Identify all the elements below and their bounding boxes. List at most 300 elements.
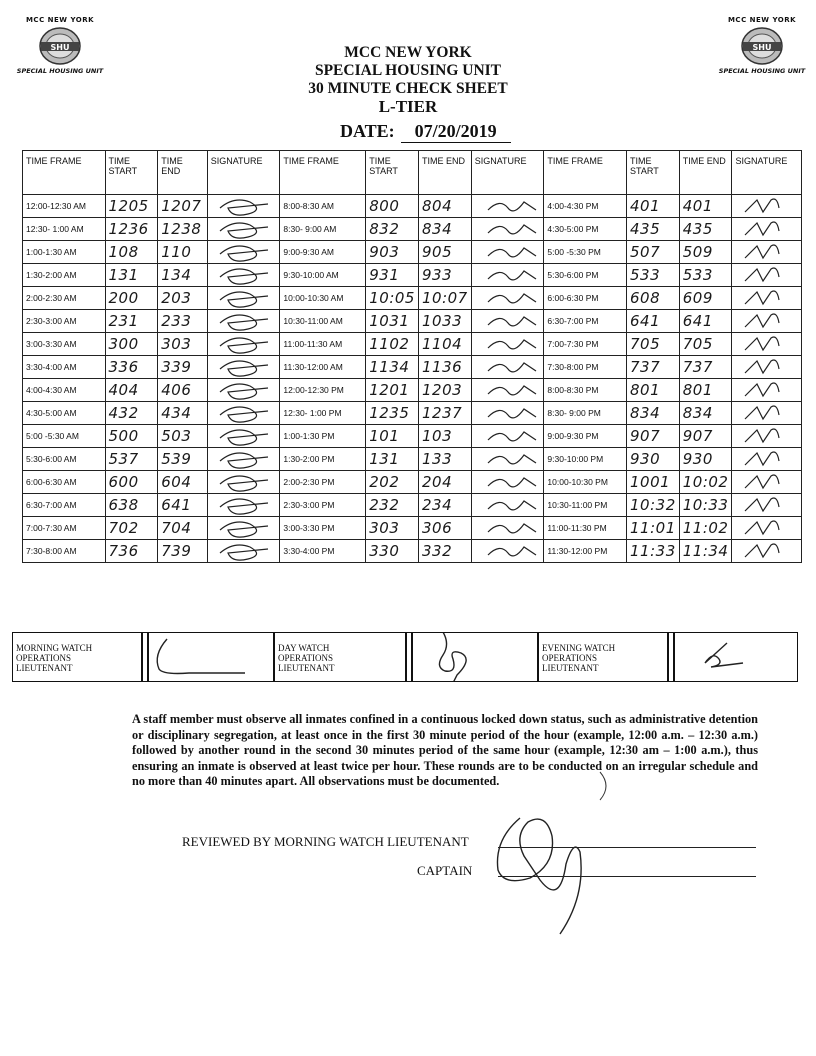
signature-cell[interactable] xyxy=(207,241,280,264)
signature-cell[interactable] xyxy=(732,310,802,333)
time-start-cell[interactable]: 1236 xyxy=(105,218,158,241)
time-start-cell[interactable]: 903 xyxy=(366,241,419,264)
time-end-cell[interactable]: 10:33 xyxy=(679,494,732,517)
col-header: TIME FRAME xyxy=(544,151,627,195)
signature-cell[interactable] xyxy=(471,448,544,471)
time-end-cell[interactable]: 533 xyxy=(679,264,732,287)
signature-cell[interactable] xyxy=(471,310,544,333)
time-start-cell[interactable]: 200 xyxy=(105,287,158,310)
time-frame-cell: 8:00-8:30 AM xyxy=(280,195,366,218)
initials-mark xyxy=(214,196,274,216)
signature-cell[interactable] xyxy=(207,471,280,494)
time-start-cell[interactable]: 432 xyxy=(105,402,158,425)
day-watch-line: OPERATIONS xyxy=(278,653,334,663)
signature-cell[interactable] xyxy=(471,218,544,241)
day-watch-signature-box[interactable] xyxy=(413,633,537,681)
time-frame-cell: 2:30-3:00 PM xyxy=(280,494,366,517)
time-start-cell[interactable]: 330 xyxy=(366,540,419,563)
col-header: TIME START xyxy=(627,151,680,195)
table-row xyxy=(23,195,802,218)
header-line-2: SPECIAL HOUSING UNIT xyxy=(314,62,502,79)
table-row xyxy=(23,310,802,333)
time-start-cell[interactable]: 608 xyxy=(627,287,680,310)
initials-mark xyxy=(214,495,274,515)
time-start-cell[interactable]: 736 xyxy=(105,540,158,563)
time-frame-cell: 2:00-2:30 AM xyxy=(23,287,106,310)
initials-mark xyxy=(737,518,797,538)
seal-text: SHU xyxy=(50,43,70,52)
time-frame-cell: 7:00-7:30 PM xyxy=(544,333,627,356)
logo-bottom-text: SPECIAL HOUSING UNIT xyxy=(718,67,806,75)
time-end-cell[interactable]: 233 xyxy=(158,310,207,333)
time-frame-cell: 7:30-8:00 PM xyxy=(544,356,627,379)
time-end-cell[interactable]: 204 xyxy=(418,471,471,494)
time-start-cell[interactable]: 702 xyxy=(105,517,158,540)
time-end-cell[interactable]: 11:34 xyxy=(679,540,732,563)
time-start-cell[interactable]: 500 xyxy=(105,425,158,448)
time-start-cell[interactable]: 537 xyxy=(105,448,158,471)
time-frame-cell: 11:00-11:30 AM xyxy=(280,333,366,356)
time-end-cell[interactable]: 1238 xyxy=(158,218,207,241)
time-start-cell[interactable]: 131 xyxy=(366,448,419,471)
initials-mark xyxy=(737,334,797,354)
time-frame-cell: 9:30-10:00 AM xyxy=(280,264,366,287)
time-frame-cell: 9:30-10:00 PM xyxy=(544,448,627,471)
time-start-cell[interactable]: 600 xyxy=(105,471,158,494)
time-start-cell[interactable]: 11:33 xyxy=(627,540,680,563)
signature-cell[interactable] xyxy=(732,195,802,218)
col-header: TIME END xyxy=(679,151,732,195)
initials-mark xyxy=(478,242,538,262)
header-line-4: L-TIER xyxy=(378,97,438,116)
time-end-cell[interactable]: 804 xyxy=(418,195,471,218)
time-start-cell[interactable]: 1134 xyxy=(366,356,419,379)
time-start-cell[interactable]: 10:05 xyxy=(366,287,419,310)
day-watch-line: LIEUTENANT xyxy=(278,663,335,673)
logo-bottom-text: SPECIAL HOUSING UNIT xyxy=(16,67,104,75)
time-end-cell[interactable]: 503 xyxy=(158,425,207,448)
time-end-cell[interactable]: 10:02 xyxy=(679,471,732,494)
time-end-cell[interactable]: 930 xyxy=(679,448,732,471)
initials-mark xyxy=(737,403,797,423)
initials-mark xyxy=(737,288,797,308)
instructions-paragraph: A staff member must observe all inmates confined in a continuous locked down status, such as administrative detention or disciplinary segregation, at least once in the first 30 minute period of the hour (example, 12:00 a.m. – 12:30 a.m.) followed by another round in the second 30 minutes period of the same hour (example, 12:30 am – 1:00 a.m.), thus ensuring an inmate is observed at least twice per hour. These rounds are to be conducted on an irregular schedule and no more than 40 minutes apart. All observations must be documented. xyxy=(132,712,758,788)
time-frame-cell: 1:00-1:30 AM xyxy=(23,241,106,264)
time-start-cell[interactable]: 801 xyxy=(627,379,680,402)
time-frame-cell: 12:30- 1:00 AM xyxy=(23,218,106,241)
initials-mark xyxy=(478,265,538,285)
date-label: DATE: xyxy=(340,121,395,141)
time-end-cell[interactable]: 641 xyxy=(158,494,207,517)
signature-cell[interactable] xyxy=(732,448,802,471)
time-start-cell[interactable]: 930 xyxy=(627,448,680,471)
time-start-cell[interactable]: 336 xyxy=(105,356,158,379)
col-header: TIME FRAME xyxy=(280,151,366,195)
time-start-cell[interactable]: 303 xyxy=(366,517,419,540)
time-frame-cell: 5:00 -5:30 PM xyxy=(544,241,627,264)
table-row xyxy=(23,494,802,517)
signature-cell[interactable] xyxy=(732,287,802,310)
time-end-cell[interactable]: 401 xyxy=(679,195,732,218)
time-start-cell[interactable]: 232 xyxy=(366,494,419,517)
col-header: SIGNATURE xyxy=(207,151,280,195)
signature-cell[interactable] xyxy=(207,425,280,448)
initials-mark xyxy=(478,426,538,446)
time-start-cell[interactable]: 300 xyxy=(105,333,158,356)
time-frame-cell: 12:30- 1:00 PM xyxy=(280,402,366,425)
time-end-cell[interactable]: 834 xyxy=(679,402,732,425)
initials-mark xyxy=(737,219,797,239)
initials-mark xyxy=(214,311,274,331)
initials-mark xyxy=(478,403,538,423)
signature-cell[interactable] xyxy=(732,379,802,402)
time-end-cell[interactable]: 134 xyxy=(158,264,207,287)
signature-cell[interactable] xyxy=(207,218,280,241)
initials-mark xyxy=(478,196,538,216)
time-start-cell[interactable]: 834 xyxy=(627,402,680,425)
table-row xyxy=(23,264,802,287)
table-row xyxy=(23,471,802,494)
time-start-cell[interactable]: 11:01 xyxy=(627,517,680,540)
time-end-cell[interactable]: 303 xyxy=(158,333,207,356)
time-start-cell[interactable]: 401 xyxy=(627,195,680,218)
initials-mark xyxy=(214,472,274,492)
signature-cell[interactable] xyxy=(471,379,544,402)
signature-cell[interactable] xyxy=(471,402,544,425)
initials-mark xyxy=(478,472,538,492)
morning-watch-line: OPERATIONS xyxy=(16,653,72,663)
time-end-cell[interactable]: 1237 xyxy=(418,402,471,425)
time-end-cell[interactable]: 801 xyxy=(679,379,732,402)
initials-mark xyxy=(478,311,538,331)
day-watch-line: DAY WATCH xyxy=(278,643,330,653)
time-frame-cell: 9:00-9:30 AM xyxy=(280,241,366,264)
table-row xyxy=(23,448,802,471)
initials-mark xyxy=(478,219,538,239)
signature-cell[interactable] xyxy=(207,517,280,540)
watch-lieutenant-row xyxy=(12,632,798,682)
evening-watch-line: LIEUTENANT xyxy=(542,663,599,673)
reviewed-by-label: REVIEWED BY MORNING WATCH LIEUTENANT xyxy=(182,834,469,849)
table-row xyxy=(23,241,802,264)
signature-mark xyxy=(149,633,273,681)
time-start-cell[interactable]: 931 xyxy=(366,264,419,287)
table-header-row xyxy=(23,151,802,195)
time-frame-cell: 10:00-10:30 PM xyxy=(544,471,627,494)
signature-cell[interactable] xyxy=(207,310,280,333)
signature-cell[interactable] xyxy=(207,402,280,425)
time-start-cell[interactable]: 1031 xyxy=(366,310,419,333)
initials-mark xyxy=(737,472,797,492)
time-frame-cell: 2:00-2:30 PM xyxy=(280,471,366,494)
captain-signature-line[interactable] xyxy=(498,876,756,877)
initials-mark xyxy=(214,288,274,308)
signature-cell[interactable] xyxy=(471,540,544,563)
logo-top-text: MCC NEW YORK xyxy=(727,16,797,24)
signature-cell[interactable] xyxy=(732,218,802,241)
time-frame-cell: 6:00-6:30 PM xyxy=(544,287,627,310)
signature-cell[interactable] xyxy=(732,494,802,517)
time-start-cell[interactable]: 832 xyxy=(366,218,419,241)
signature-mark xyxy=(675,633,795,681)
time-frame-cell: 5:30-6:00 AM xyxy=(23,448,106,471)
col-header: TIME START xyxy=(366,151,419,195)
table-row xyxy=(23,218,802,241)
signature-cell[interactable] xyxy=(732,402,802,425)
initials-mark xyxy=(737,265,797,285)
morning-watch-line: MORNING WATCH xyxy=(16,643,93,653)
check-sheet-table xyxy=(22,150,802,563)
time-end-cell[interactable]: 434 xyxy=(158,402,207,425)
time-start-cell[interactable]: 638 xyxy=(105,494,158,517)
time-end-cell[interactable]: 509 xyxy=(679,241,732,264)
signature-cell[interactable] xyxy=(732,241,802,264)
signature-cell[interactable] xyxy=(207,448,280,471)
time-frame-cell: 10:30-11:00 PM xyxy=(544,494,627,517)
time-end-cell[interactable]: 133 xyxy=(418,448,471,471)
table-row xyxy=(23,356,802,379)
time-start-cell[interactable]: 1102 xyxy=(366,333,419,356)
time-start-cell[interactable]: 1001 xyxy=(627,471,680,494)
initials-mark xyxy=(737,196,797,216)
time-start-cell[interactable]: 435 xyxy=(627,218,680,241)
signature-cell[interactable] xyxy=(732,425,802,448)
time-end-cell[interactable]: 539 xyxy=(158,448,207,471)
captain-label: CAPTAIN xyxy=(417,863,473,878)
reviewed-by-signature-line[interactable] xyxy=(498,847,756,848)
sheet-header xyxy=(0,44,816,116)
col-header: SIGNATURE xyxy=(732,151,802,195)
time-end-cell[interactable]: 609 xyxy=(679,287,732,310)
time-start-cell[interactable]: 1201 xyxy=(366,379,419,402)
time-frame-cell: 3:00-3:30 PM xyxy=(280,517,366,540)
time-start-cell[interactable]: 131 xyxy=(105,264,158,287)
initials-mark xyxy=(478,518,538,538)
initials-mark xyxy=(214,541,274,561)
divider xyxy=(141,633,143,681)
time-start-cell[interactable]: 507 xyxy=(627,241,680,264)
time-end-cell[interactable]: 110 xyxy=(158,241,207,264)
time-end-cell[interactable]: 203 xyxy=(158,287,207,310)
signature-cell[interactable] xyxy=(732,264,802,287)
time-start-cell[interactable]: 641 xyxy=(627,310,680,333)
col-header: TIME END xyxy=(158,151,207,195)
evening-watch-line: OPERATIONS xyxy=(542,653,598,663)
logo-top-text: MCC NEW YORK xyxy=(25,16,95,24)
date-row xyxy=(340,121,511,143)
time-end-cell[interactable]: 103 xyxy=(418,425,471,448)
evening-watch-signature-box[interactable] xyxy=(675,633,795,681)
day-watch-label xyxy=(275,633,406,691)
time-start-cell[interactable]: 800 xyxy=(366,195,419,218)
col-header: TIME END xyxy=(418,151,471,195)
divider xyxy=(667,633,669,681)
time-start-cell[interactable]: 533 xyxy=(627,264,680,287)
time-end-cell[interactable]: 704 xyxy=(158,517,207,540)
signature-cell[interactable] xyxy=(471,471,544,494)
table-row xyxy=(23,517,802,540)
time-start-cell[interactable]: 10:32 xyxy=(627,494,680,517)
time-frame-cell: 3:30-4:00 AM xyxy=(23,356,106,379)
time-frame-cell: 7:30-8:00 AM xyxy=(23,540,106,563)
morning-watch-line: LIEUTENANT xyxy=(16,663,73,673)
table-row xyxy=(23,402,802,425)
time-start-cell[interactable]: 1235 xyxy=(366,402,419,425)
time-end-cell[interactable]: 1203 xyxy=(418,379,471,402)
time-start-cell[interactable]: 907 xyxy=(627,425,680,448)
time-end-cell[interactable]: 435 xyxy=(679,218,732,241)
time-start-cell[interactable]: 108 xyxy=(105,241,158,264)
initials-mark xyxy=(737,311,797,331)
divider xyxy=(405,633,407,681)
signature-cell[interactable] xyxy=(471,425,544,448)
signature-cell[interactable] xyxy=(471,494,544,517)
signature-cell[interactable] xyxy=(732,356,802,379)
initials-mark xyxy=(478,380,538,400)
table-row xyxy=(23,287,802,310)
time-end-cell[interactable]: 1033 xyxy=(418,310,471,333)
signature-cell[interactable] xyxy=(471,264,544,287)
time-frame-cell: 4:30-5:00 AM xyxy=(23,402,106,425)
col-header: SIGNATURE xyxy=(471,151,544,195)
date-value: 07/20/2019 xyxy=(401,121,511,143)
time-frame-cell: 10:30-11:00 AM xyxy=(280,310,366,333)
initials-mark xyxy=(214,357,274,377)
time-frame-cell: 5:30-6:00 PM xyxy=(544,264,627,287)
table-row xyxy=(23,379,802,402)
evening-watch-line: EVENING WATCH xyxy=(542,643,616,653)
initials-mark xyxy=(737,495,797,515)
initials-mark xyxy=(214,265,274,285)
signature-cell[interactable] xyxy=(471,517,544,540)
seal-text: SHU xyxy=(752,43,772,52)
time-start-cell[interactable]: 705 xyxy=(627,333,680,356)
initials-mark xyxy=(214,426,274,446)
col-header: TIME FRAME xyxy=(23,151,106,195)
time-frame-cell: 12:00-12:30 AM xyxy=(23,195,106,218)
time-start-cell[interactable]: 231 xyxy=(105,310,158,333)
signature-cell[interactable] xyxy=(207,356,280,379)
time-end-cell[interactable]: 834 xyxy=(418,218,471,241)
time-end-cell[interactable]: 306 xyxy=(418,517,471,540)
time-end-cell[interactable]: 339 xyxy=(158,356,207,379)
initials-mark xyxy=(737,449,797,469)
signature-cell[interactable] xyxy=(471,195,544,218)
initials-mark xyxy=(214,242,274,262)
time-frame-cell: 8:30- 9:00 AM xyxy=(280,218,366,241)
time-start-cell[interactable]: 1205 xyxy=(105,195,158,218)
header-line-3: 30 MINUTE CHECK SHEET xyxy=(308,80,508,97)
time-end-cell[interactable]: 332 xyxy=(418,540,471,563)
signature-cell[interactable] xyxy=(207,287,280,310)
initials-mark xyxy=(478,541,538,561)
time-start-cell[interactable]: 737 xyxy=(627,356,680,379)
signature-cell[interactable] xyxy=(732,333,802,356)
signature-cell[interactable] xyxy=(471,356,544,379)
time-end-cell[interactable]: 406 xyxy=(158,379,207,402)
time-start-cell[interactable]: 404 xyxy=(105,379,158,402)
time-frame-cell: 11:00-11:30 PM xyxy=(544,517,627,540)
time-frame-cell: 9:00-9:30 PM xyxy=(544,425,627,448)
table-row xyxy=(23,425,802,448)
time-end-cell[interactable]: 641 xyxy=(679,310,732,333)
time-end-cell[interactable]: 705 xyxy=(679,333,732,356)
time-frame-cell: 6:00-6:30 AM xyxy=(23,471,106,494)
time-end-cell[interactable]: 907 xyxy=(679,425,732,448)
table-row xyxy=(23,540,802,563)
time-end-cell[interactable]: 10:07 xyxy=(418,287,471,310)
time-end-cell[interactable]: 737 xyxy=(679,356,732,379)
time-end-cell[interactable]: 234 xyxy=(418,494,471,517)
time-end-cell[interactable]: 905 xyxy=(418,241,471,264)
time-end-cell[interactable]: 1207 xyxy=(158,195,207,218)
col-header: TIME START xyxy=(105,151,158,195)
initials-mark xyxy=(478,334,538,354)
time-end-cell[interactable]: 1104 xyxy=(418,333,471,356)
signature-cell[interactable] xyxy=(471,333,544,356)
evening-watch-label xyxy=(539,633,670,691)
signature-cell[interactable] xyxy=(207,264,280,287)
time-frame-cell: 8:30- 9:00 PM xyxy=(544,402,627,425)
signature-cell[interactable] xyxy=(207,494,280,517)
time-frame-cell: 3:30-4:00 PM xyxy=(280,540,366,563)
time-end-cell[interactable]: 11:02 xyxy=(679,517,732,540)
time-frame-cell: 11:30-12:00 AM xyxy=(280,356,366,379)
signature-cell[interactable] xyxy=(207,333,280,356)
time-frame-cell: 6:30-7:00 PM xyxy=(544,310,627,333)
time-frame-cell: 11:30-12:00 PM xyxy=(544,540,627,563)
signature-cell[interactable] xyxy=(732,540,802,563)
time-frame-cell: 12:00-12:30 PM xyxy=(280,379,366,402)
time-frame-cell: 2:30-3:00 AM xyxy=(23,310,106,333)
time-frame-cell: 4:00-4:30 AM xyxy=(23,379,106,402)
initials-mark xyxy=(737,426,797,446)
morning-watch-signature-box[interactable] xyxy=(149,633,273,681)
time-frame-cell: 10:00-10:30 AM xyxy=(280,287,366,310)
time-end-cell[interactable]: 739 xyxy=(158,540,207,563)
time-frame-cell: 4:30-5:00 PM xyxy=(544,218,627,241)
morning-watch-label xyxy=(13,633,144,691)
signature-cell[interactable] xyxy=(207,195,280,218)
initials-mark xyxy=(478,495,538,515)
time-frame-cell: 3:00-3:30 AM xyxy=(23,333,106,356)
initials-mark xyxy=(214,518,274,538)
time-frame-cell: 6:30-7:00 AM xyxy=(23,494,106,517)
initials-mark xyxy=(214,219,274,239)
time-frame-cell: 1:00-1:30 PM xyxy=(280,425,366,448)
signature-cell[interactable] xyxy=(732,517,802,540)
signature-mark xyxy=(413,633,537,681)
time-end-cell[interactable]: 604 xyxy=(158,471,207,494)
signature-cell[interactable] xyxy=(471,287,544,310)
time-start-cell[interactable]: 101 xyxy=(366,425,419,448)
signature-cell[interactable] xyxy=(471,241,544,264)
signature-cell[interactable] xyxy=(207,379,280,402)
initials-mark xyxy=(214,449,274,469)
time-frame-cell: 1:30-2:00 AM xyxy=(23,264,106,287)
time-end-cell[interactable]: 1136 xyxy=(418,356,471,379)
initials-mark xyxy=(737,357,797,377)
time-frame-cell: 1:30-2:00 PM xyxy=(280,448,366,471)
signature-cell[interactable] xyxy=(732,471,802,494)
time-frame-cell: 8:00-8:30 PM xyxy=(544,379,627,402)
time-frame-cell: 5:00 -5:30 AM xyxy=(23,425,106,448)
initials-mark xyxy=(737,380,797,400)
time-start-cell[interactable]: 202 xyxy=(366,471,419,494)
time-end-cell[interactable]: 933 xyxy=(418,264,471,287)
signature-cell[interactable] xyxy=(207,540,280,563)
initials-mark xyxy=(478,449,538,469)
